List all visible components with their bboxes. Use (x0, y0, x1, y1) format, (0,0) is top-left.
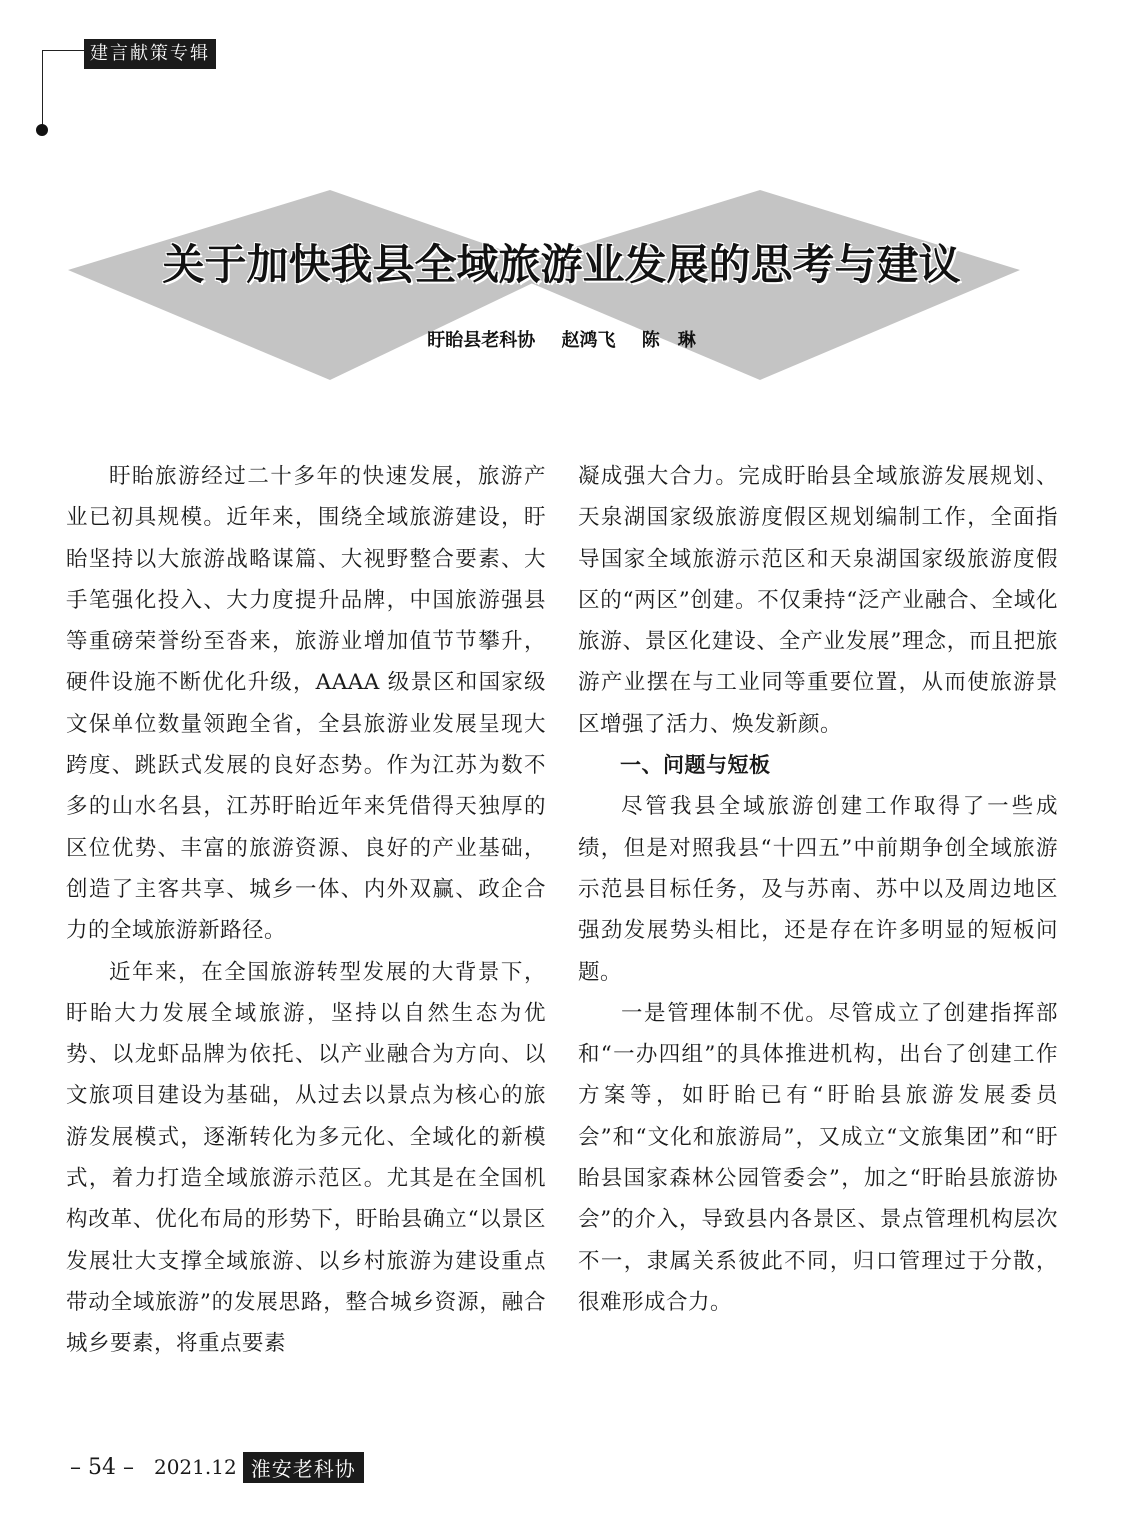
author-name: 陈 琳 (641, 330, 696, 351)
right-column (578, 456, 1058, 1323)
body-paragraph: 尽管我县全域旅游创建工作取得了一些成绩，但是对照我县“十四五”中前期争创全域旅游示范县目标任务，及与苏南、苏中以及周边地区强劲发展势头相比，还是存在许多明显的短板问题。 (578, 794, 1058, 985)
section-tag: 建言献策专辑 (84, 39, 216, 69)
author-name: 赵鸿飞 (561, 330, 616, 351)
byline (0, 326, 1123, 352)
point-text: 尽管成立了创建指挥部和“一办四组”的具体推进机构，出台了创建工作方案等，如盱眙已有“盱眙县旅游发展委员会”和“文化和旅游局”，又成立“文旅集团”和“盱眙县国家森林公园管委会”，加之“盱眙县旅游协会”的介入，导致县内各景区、景点管理机构层次不一，隶属关系彼此不同，归口管理过于分散，很难形成合力。 (578, 1000, 1058, 1315)
corner-rule-horizontal (42, 50, 86, 51)
left-column (66, 456, 546, 1365)
body-paragraph: 近年来，在全国旅游转型发展的大背景下，盱眙大力发展全域旅游，坚持以自然生态为优势、以龙虾品牌为依托、以产业融合为方向、以文旅项目建设为基础，从过去以景点为核心的旅游发展模式，逐渐转化为多元化、全域化的新模式，着力打造全域旅游示范区。尤其是在全国机构改革、优化布局的形势下，盱眙县确立“以景区发展壮大支撑全域旅游、以乡村旅游为建设重点带动全域旅游”的发展思路，整合城乡资源，融合城乡要素，将重点要素 (66, 959, 546, 1357)
page-footer (70, 1452, 364, 1482)
body-paragraph (578, 993, 1058, 1323)
body-paragraph: 盱眙旅游经过二十多年的快速发展，旅游产业已初具规模。近年来，围绕全域旅游建设，盱眙坚持以大旅游战略谋篇、大视野整合要素、大手笔强化投入、大力度提升品牌，中国旅游强县等重磅荣誉纷至沓来，旅游业增加值节节攀升，硬件设施不断优化升级，AAAA 级景区和国家级文保单位数量领跑全省，全县旅游业发展呈现大跨度、跳跃式发展的良好态势。作为江苏为数不多的山水名县，江苏盱眙近年来凭借得天独厚的区位优势、丰富的旅游资源、良好的产业基础，创造了主客共享、城乡一体、内外双赢、政企合力的全域旅游新路径。 (66, 464, 546, 944)
corner-rule-vertical (42, 50, 43, 130)
body-paragraph-continued: 凝成强大合力。完成盱眙县全域旅游发展规划、天泉湖国家级旅游度假区规划编制工作，全面指导国家全域旅游示范区和天泉湖国家级旅游度假区的“两区”创建。不仅秉持“泛产业融合、全域化旅游、景区化建设、全产业发展”理念，而且把旅游产业摆在与工业同等重要位置，从而使旅游景区增强了活力、焕发新颜。 (578, 464, 1058, 737)
issue-date: 2021.12 (153, 1455, 237, 1479)
page-number: – 54 – (70, 1454, 134, 1480)
corner-bullet-dot (36, 124, 48, 136)
point-label: 一是管理体制不优。 (621, 1000, 829, 1026)
journal-name: 淮安老科协 (243, 1452, 364, 1483)
section-heading: 一、问题与短板 (620, 753, 771, 778)
author-organization: 盱眙县老科协 (427, 330, 536, 351)
article-title: 关于加快我县全域旅游业发展的思考与建议 (162, 240, 961, 289)
